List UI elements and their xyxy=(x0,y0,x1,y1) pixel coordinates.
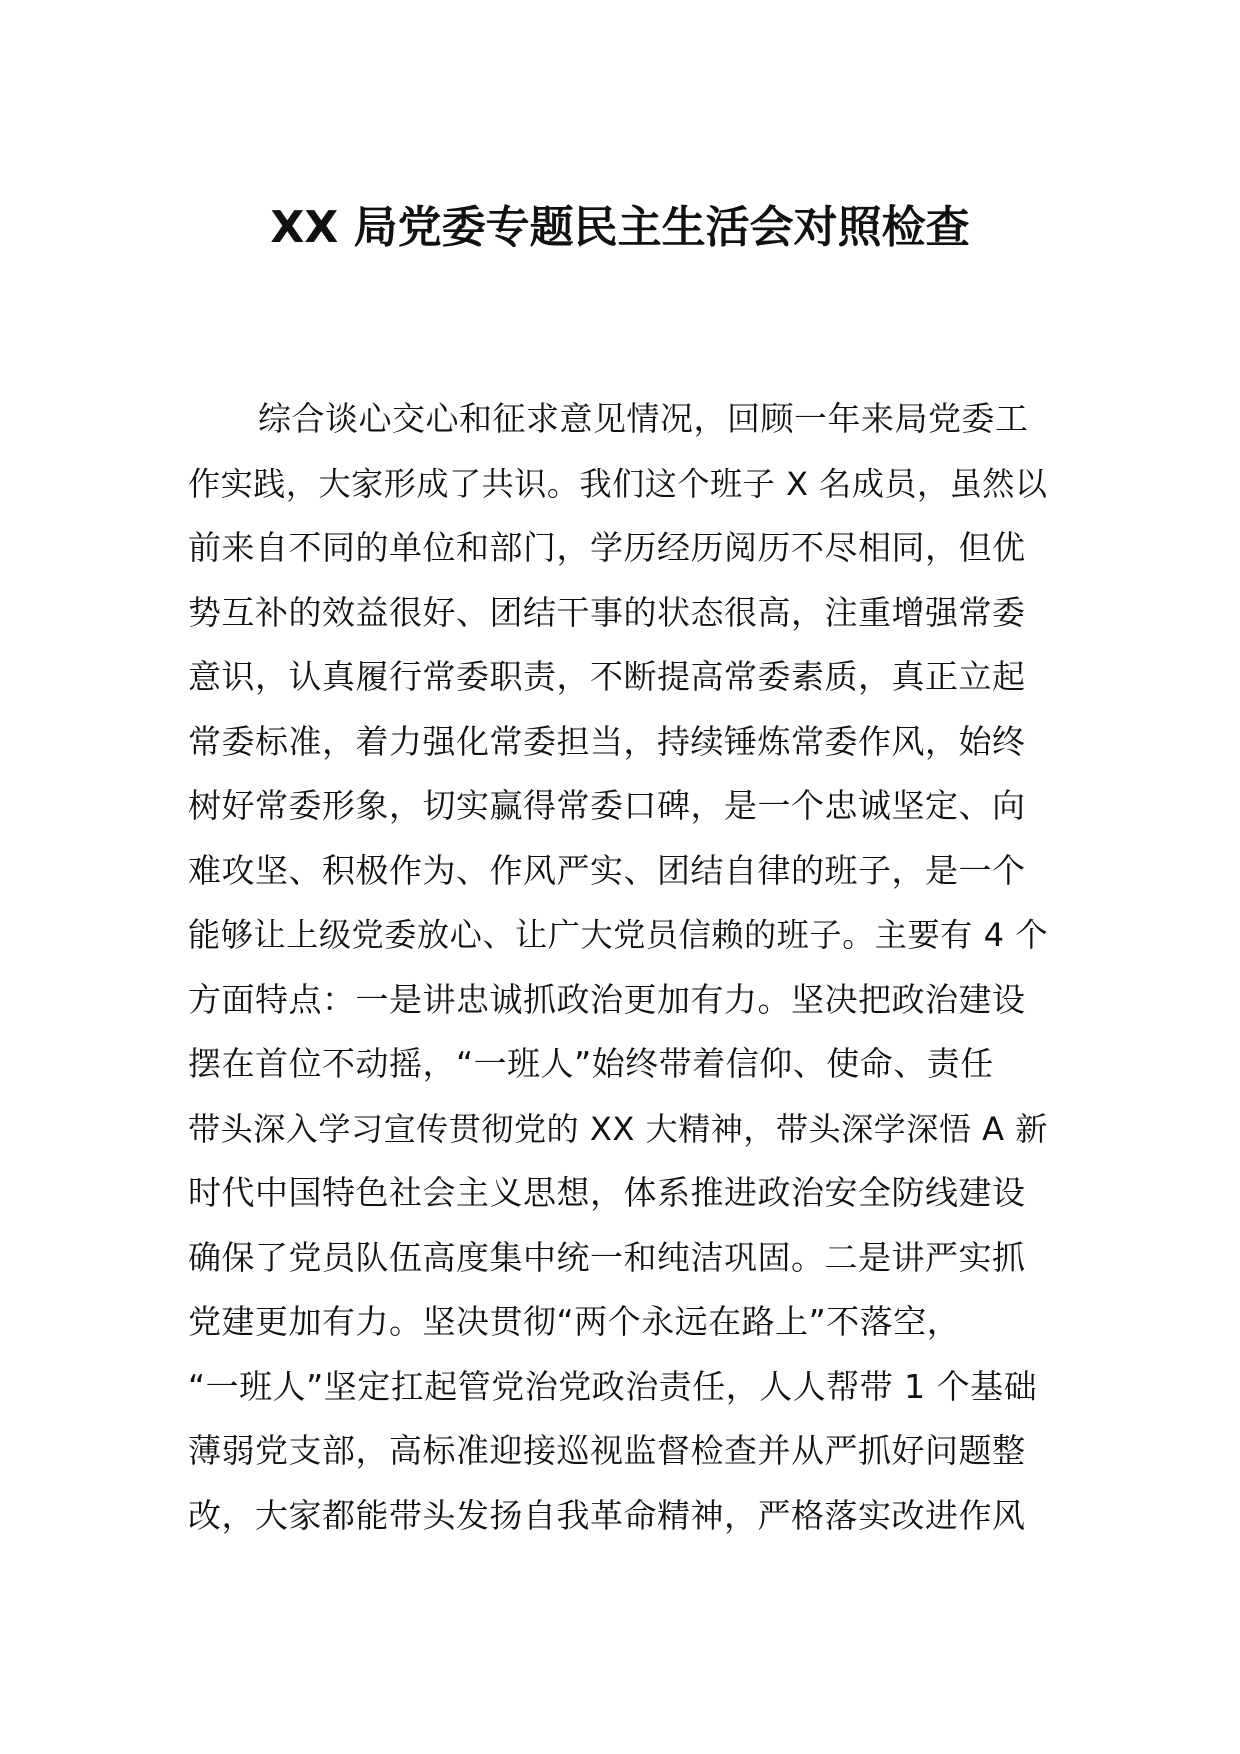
body-line: 难攻坚、积极作为、作风严实、团结自律的班子，是一个 xyxy=(188,850,1026,890)
body-line: 树好常委形象，切实赢得常委口碑，是一个忠诚坚定、向 xyxy=(188,786,1026,825)
document-title: XX 局党委专题民主生活会对照检查 xyxy=(270,202,970,253)
body-line: 常委标准，着力强化常委担当，持续锤炼常委作风，始终 xyxy=(188,721,1026,761)
body-line: 改，大家都能带头发扬自我革命精神，严格落实改进作风 xyxy=(188,1495,1026,1535)
document-body xyxy=(188,387,1048,1548)
body-line: 方面特点：一是讲忠诚抓政治更加有力。坚决把政治建设 xyxy=(188,979,1026,1019)
body-line: 薄弱党支部，高标准迎接巡视监督检查并从严抓好问题整 xyxy=(188,1431,1026,1470)
body-line: 摆在首位不动摇，“一班人”始终带着信仰、使命、责任 xyxy=(188,1044,994,1083)
body-line: 带头深入学习宣传贯彻党的 XX 大精神，带头深学深悟 A 新 xyxy=(188,1109,1048,1148)
body-line: 前来自不同的单位和部门，学历经历阅历不尽相同，但优 xyxy=(188,528,1026,567)
body-line: 时代中国特色社会主义思想，体系推进政治安全防线建设 xyxy=(188,1173,1026,1212)
body-line: 作实践，大家形成了共识。我们这个班子 X 名成员，虽然以 xyxy=(188,464,1048,503)
body-line: 确保了党员队伍高度集中统一和纯洁巩固。二是讲严实抓 xyxy=(188,1237,1026,1277)
body-line: 党建更加有力。坚决贯彻“两个永远在路上”不落空， xyxy=(188,1302,961,1341)
body-line: “一班人”坚定扛起管党治党政治责任，人人帮带 1 个基础 xyxy=(188,1366,1038,1406)
body-line: 综合谈心交心和征求意见情况，回顾一年来局党委工 xyxy=(258,399,1029,438)
body-line: 势互补的效益很好、团结干事的状态很高，注重增强常委 xyxy=(188,592,1026,632)
body-line: 意识，认真履行常委职责，不断提高常委素质，真正立起 xyxy=(188,657,1026,696)
body-line: 能够让上级党委放心、让广大党员信赖的班子。主要有 4 个 xyxy=(188,916,1049,954)
